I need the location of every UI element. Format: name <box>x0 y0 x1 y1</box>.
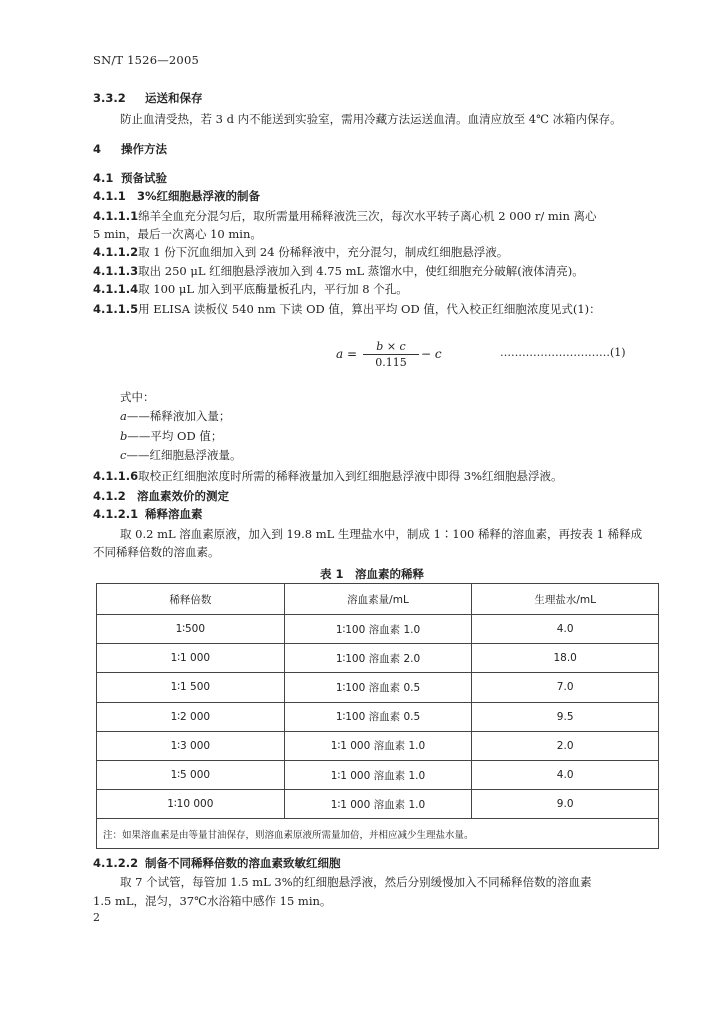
where-label: 式中： <box>120 390 155 404</box>
standard-code-header: SN/T 1526—2005 <box>93 53 199 67</box>
table-cell: 1∶2 000 <box>97 702 285 731</box>
table-cell: 9.0 <box>472 790 659 819</box>
symbol: b <box>120 429 128 443</box>
symbol-description: ——平均 OD 值； <box>127 429 223 443</box>
table-row <box>97 673 659 702</box>
paragraph-4-1-1-3 <box>93 263 584 279</box>
table-cell: 1∶1 500 <box>97 673 285 702</box>
symbol: a <box>120 409 127 423</box>
page-number: 2 <box>93 911 100 924</box>
clause-number: 4.1.1.6 <box>93 469 139 483</box>
heading-3-3-2 <box>93 90 203 106</box>
table-row <box>97 644 659 673</box>
table-cell: 2.0 <box>472 731 659 760</box>
heading-title: 3%红细胞悬浮液的制备 <box>137 189 261 203</box>
formula-tail: − c <box>421 347 442 361</box>
column-header: 溶血素量/mL <box>284 584 472 615</box>
heading-number: 4.1 <box>93 171 114 185</box>
symbol-description: ——红细胞悬浮液量。 <box>126 448 242 462</box>
paragraph-4-1-2-2: 取 7 个试管，每管加 1.5 mL 3%的红细胞悬浮液，然后分别缓慢加入不同稀释倍数的溶血素 <box>120 875 592 889</box>
heading-number: 4.1.2.2 <box>93 856 139 870</box>
heading-4-1-2-1 <box>93 506 203 522</box>
paragraph-4-1-2-1: 取 0.2 mL 溶血素原液，加入到 19.8 mL 生理盐水中，制成 1∶100 稀释的溶血素，再按表 1 稀释成 <box>120 527 643 541</box>
table-cell: 1∶100 溶血素 2.0 <box>284 644 472 673</box>
table-cell: 1∶100 溶血素 0.5 <box>284 702 472 731</box>
where-item-c <box>120 447 241 463</box>
table-cell: 18.0 <box>472 644 659 673</box>
table-cell: 1∶10 000 <box>97 790 285 819</box>
table-row <box>97 760 659 789</box>
heading-number: 3.3.2 <box>93 91 126 105</box>
where-item-b <box>120 428 222 444</box>
paragraph-4-1-1-6 <box>93 468 563 484</box>
heading-number: 4.1.2.1 <box>93 507 139 521</box>
paragraph-4-1-1-1 <box>93 208 597 224</box>
table-cell: 1∶1 000 溶血素 1.0 <box>284 731 472 760</box>
column-header: 稀释倍数 <box>97 584 285 615</box>
table-row <box>97 615 659 644</box>
heading-number: 4.1.1 <box>93 189 126 203</box>
clause-text: 取校正红细胞浓度时所需的稀释液量加入到红细胞悬浮液中即得 3%红细胞悬浮液。 <box>138 469 563 483</box>
dilution-table <box>96 583 659 849</box>
paragraph-4-1-1-5 <box>93 301 601 317</box>
clause-text: 取 100 μL 加入到平底酶量板孔内，平行加 8 个孔。 <box>138 282 408 296</box>
heading-title: 预备试验 <box>121 171 167 185</box>
table-cell: 1∶500 <box>97 615 285 644</box>
heading-title: 制备不同稀释倍数的溶血素致敏红细胞 <box>145 856 341 870</box>
where-item-a <box>120 408 230 424</box>
clause-text: 绵羊全血充分混匀后，取所需量用稀释液洗三次，每次水平转子离心机 2 000 r/ min 离心 <box>138 209 597 223</box>
table-header-row <box>97 584 659 615</box>
clause-text: 用 ELISA 读板仪 540 nm 下读 OD 值，算出平均 OD 值，代入校正红细胞浓度见式(1)： <box>138 302 601 316</box>
paragraph-4-1-1-4 <box>93 281 408 297</box>
clause-text: 取出 250 μL 红细胞悬浮液加入到 4.75 mL 蒸馏水中，使红细胞充分破解(液体清亮)。 <box>138 264 584 278</box>
table-cell: 4.0 <box>472 760 659 789</box>
paragraph-4-1-1-1-cont: 5 min，最后一次离心 10 min。 <box>93 227 262 241</box>
table-row <box>97 790 659 819</box>
heading-4-1-1 <box>93 188 260 204</box>
clause-number: 4.1.1.3 <box>93 264 139 278</box>
table-cell: 4.0 <box>472 615 659 644</box>
heading-title: 运送和保存 <box>145 91 203 105</box>
table-row <box>97 702 659 731</box>
clause-number: 4.1.1.4 <box>93 282 139 296</box>
table-cell: 9.5 <box>472 702 659 731</box>
clause-number: 4.1.1.5 <box>93 302 139 316</box>
clause-text: 取 1 份下沉血细加入到 24 份稀释液中，充分混匀，制成红细胞悬浮液。 <box>138 245 509 259</box>
symbol-description: ——稀释液加入量； <box>126 409 231 423</box>
heading-number: 4 <box>93 142 102 156</box>
clause-number: 4.1.1.1 <box>93 209 139 223</box>
table-row <box>97 731 659 760</box>
formula-reference: …………………………(1) <box>500 346 626 359</box>
table-cell: 1∶100 溶血素 0.5 <box>284 673 472 702</box>
table-cell: 1∶3 000 <box>97 731 285 760</box>
heading-title: 操作方法 <box>121 142 167 156</box>
heading-4 <box>93 141 167 157</box>
heading-4-1-2-2 <box>93 855 341 871</box>
heading-4-1 <box>93 170 167 186</box>
symbol: c <box>120 448 127 462</box>
table-note-row <box>97 819 659 849</box>
heading-title: 稀释溶血素 <box>145 507 203 521</box>
paragraph-4-1-2-2-cont: 1.5 mL，混匀，37℃水浴箱中感作 15 min。 <box>93 894 332 908</box>
formula-numerator: b × c <box>376 340 406 353</box>
paragraph-4-1-2-1-cont: 不同稀释倍数的溶血素。 <box>93 545 220 559</box>
heading-4-1-2 <box>93 488 229 504</box>
formula-lhs: a = <box>336 347 358 361</box>
table-cell: 1∶1 000 溶血素 1.0 <box>284 790 472 819</box>
clause-number: 4.1.1.2 <box>93 245 139 259</box>
fraction-bar <box>363 354 419 355</box>
paragraph-4-1-1-2 <box>93 244 508 260</box>
column-header: 生理盐水/mL <box>472 584 659 615</box>
table-caption: 表 1 溶血素的稀释 <box>320 567 425 581</box>
table-cell: 1∶1 000 溶血素 1.0 <box>284 760 472 789</box>
table-cell: 1∶100 溶血素 1.0 <box>284 615 472 644</box>
heading-number: 4.1.2 <box>93 489 126 503</box>
formula-fraction <box>363 340 419 369</box>
heading-title: 溶血素效价的测定 <box>137 489 229 503</box>
table-note: 注：如果溶血素是由等量甘油保存，则溶血素原液所需量加倍，并相应减少生理盐水量。 <box>97 819 659 849</box>
table-cell: 1∶1 000 <box>97 644 285 673</box>
table-cell: 7.0 <box>472 673 659 702</box>
formula-denominator: 0.115 <box>375 356 407 369</box>
paragraph-3-3-2: 防止血清受热，若 3 d 内不能送到实验室，需用冷藏方法运送血清。血清应放至 4℃ 冰箱内保存。 <box>120 112 622 126</box>
table-cell: 1∶5 000 <box>97 760 285 789</box>
